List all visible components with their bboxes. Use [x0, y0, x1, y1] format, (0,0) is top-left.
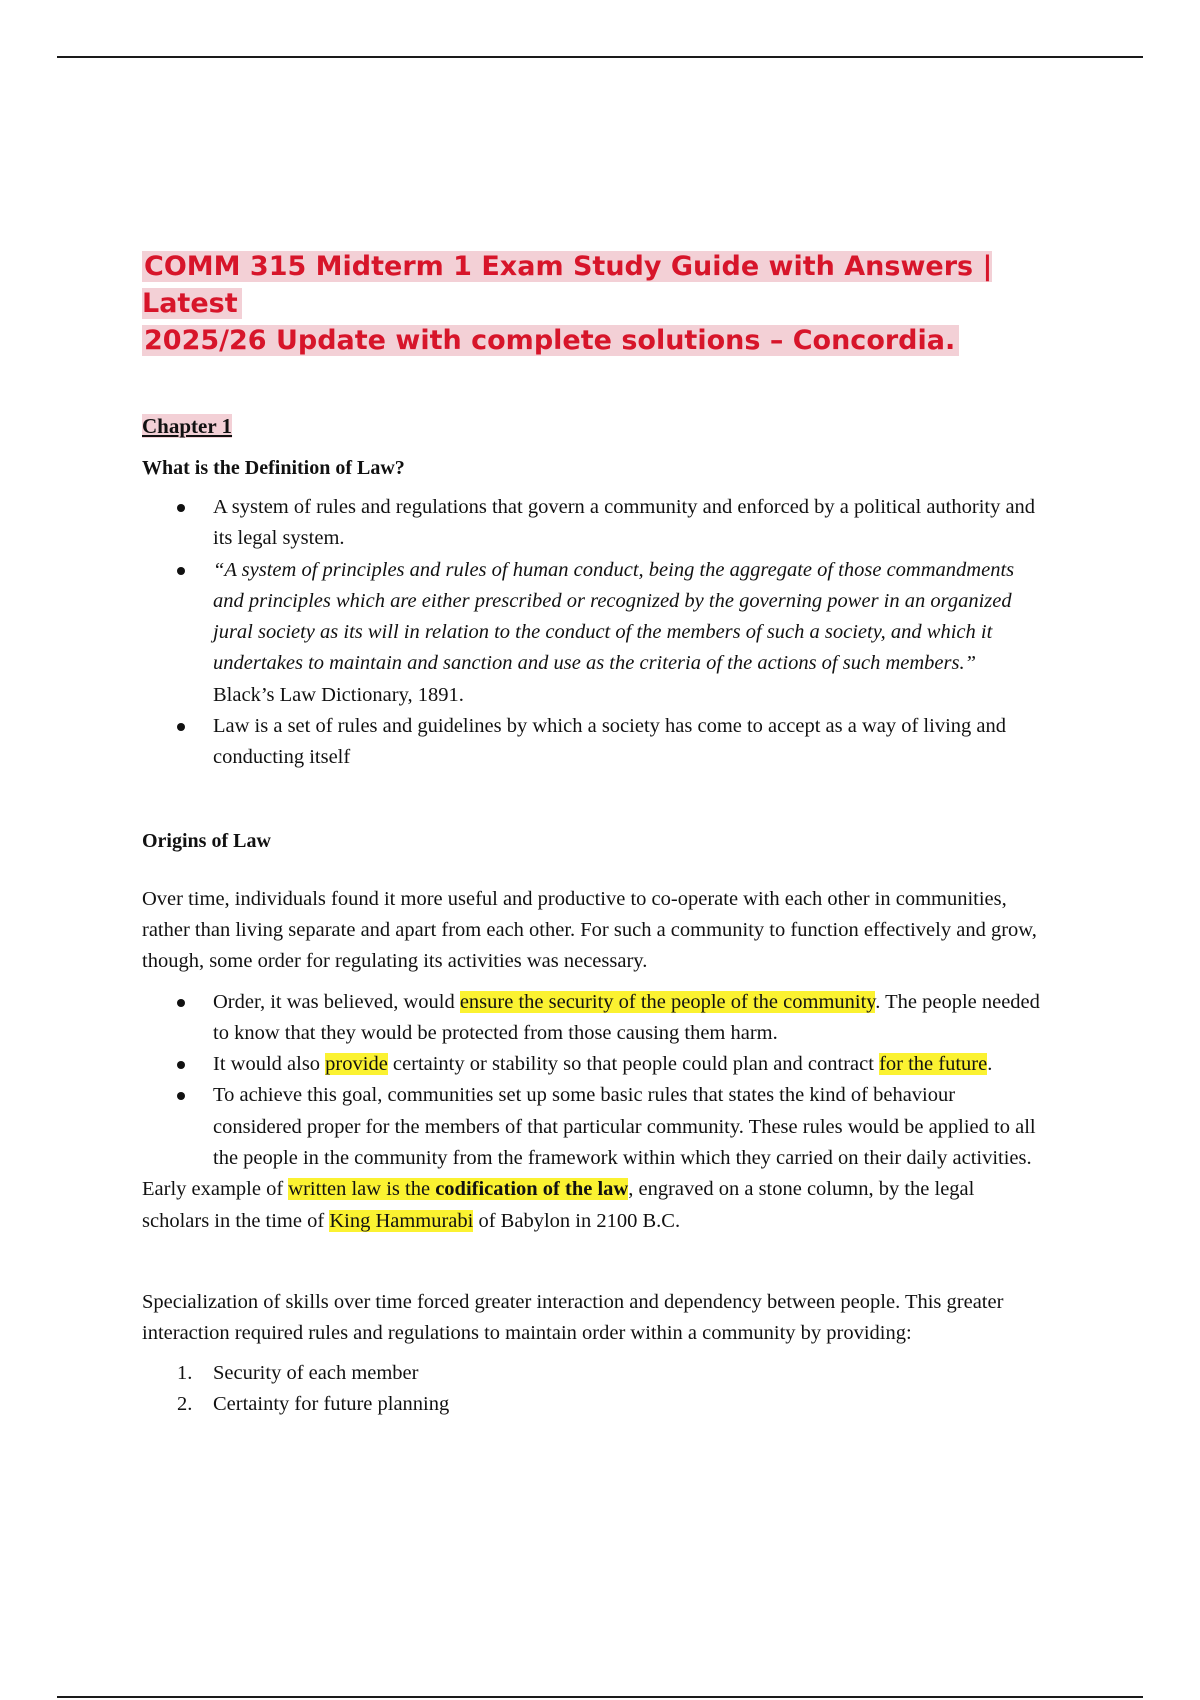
- specialization-item-1: 1. Security of each member: [177, 1361, 419, 1384]
- definition-quote: “A system of principles and rules of human conduct, being the aggregate of those commandments and principles which are either prescribed or recognized by the governing power in an organized jural society as its will in relation to the conduct of the members of such a society, and which it undertakes to maintain and sanction and use as the criteria of the actions of such members.”: [213, 558, 1015, 675]
- definition-heading: What is the Definition of Law?: [142, 457, 405, 479]
- origins-item-1: Order, it was believed, would ensure the security of the people of the community. The people needed to know that they would be protected from those causing them harm.: [213, 987, 1042, 1050]
- early-example-paragraph: Early example of written law is the codification of the law, engraved on a stone column, by the legal scholars in the time of King Hammurabi of Babylon in 2100 B.C.: [142, 1178, 975, 1232]
- document-title: [142, 248, 1042, 359]
- bottom-rule: [57, 1696, 1143, 1698]
- highlight-hammurabi: King Hammurabi: [329, 1209, 474, 1232]
- origins-heading: Origins of Law: [142, 829, 271, 852]
- chapter-heading: Chapter 1: [142, 414, 233, 438]
- highlight-written-law: written law is the codification of the law: [288, 1178, 629, 1201]
- top-rule: [57, 56, 1143, 58]
- origins-item-2: It would also provide certainty or stability so that people could plan and contract for the future.: [213, 1049, 1042, 1080]
- definition-source: Black’s Law Dictionary, 1891.: [213, 683, 464, 706]
- definition-item-3: Law is a set of rules and guidelines by which a society has come to accept as a way of living and conducting itself: [213, 711, 1042, 774]
- specialization-paragraph: Specialization of skills over time forced greater interaction and dependency between people. This greater interaction required rules and regulations to maintain order within a community by providing:: [142, 1290, 1004, 1345]
- title-line-1: COMM 315 Midterm 1 Exam Study Guide with Answers | Latest: [142, 251, 993, 319]
- title-line-2: 2025/26 Update with complete solutions – Concordia.: [142, 325, 959, 356]
- document-body: [142, 248, 1042, 1420]
- origins-list: [142, 987, 1042, 1175]
- definition-item-1: A system of rules and regulations that govern a community and enforced by a political authority and its legal system.: [213, 492, 1042, 555]
- highlight-provide: provide: [325, 1053, 388, 1076]
- origins-item-3: To achieve this goal, communities set up some basic rules that states the kind of behaviour considered proper for the members of that particular community. These rules would be applied to all the people in the community from the framework within which they carried on their daily activities.: [213, 1080, 1042, 1174]
- highlight-future: for the future: [879, 1053, 988, 1076]
- origins-intro: Over time, individuals found it more useful and productive to co-operate with each other in communities, rather than living separate and apart from each other. For such a community to function effectively and grow, though, some order for regulating its activities was necessary.: [142, 887, 1037, 973]
- definition-list: [142, 492, 1042, 774]
- specialization-item-2: 2. Certainty for future planning: [177, 1392, 450, 1415]
- highlight-security: ensure the security of the people of the community: [459, 990, 876, 1013]
- specialization-list: [142, 1358, 1042, 1421]
- definition-item-2: [213, 555, 1042, 711]
